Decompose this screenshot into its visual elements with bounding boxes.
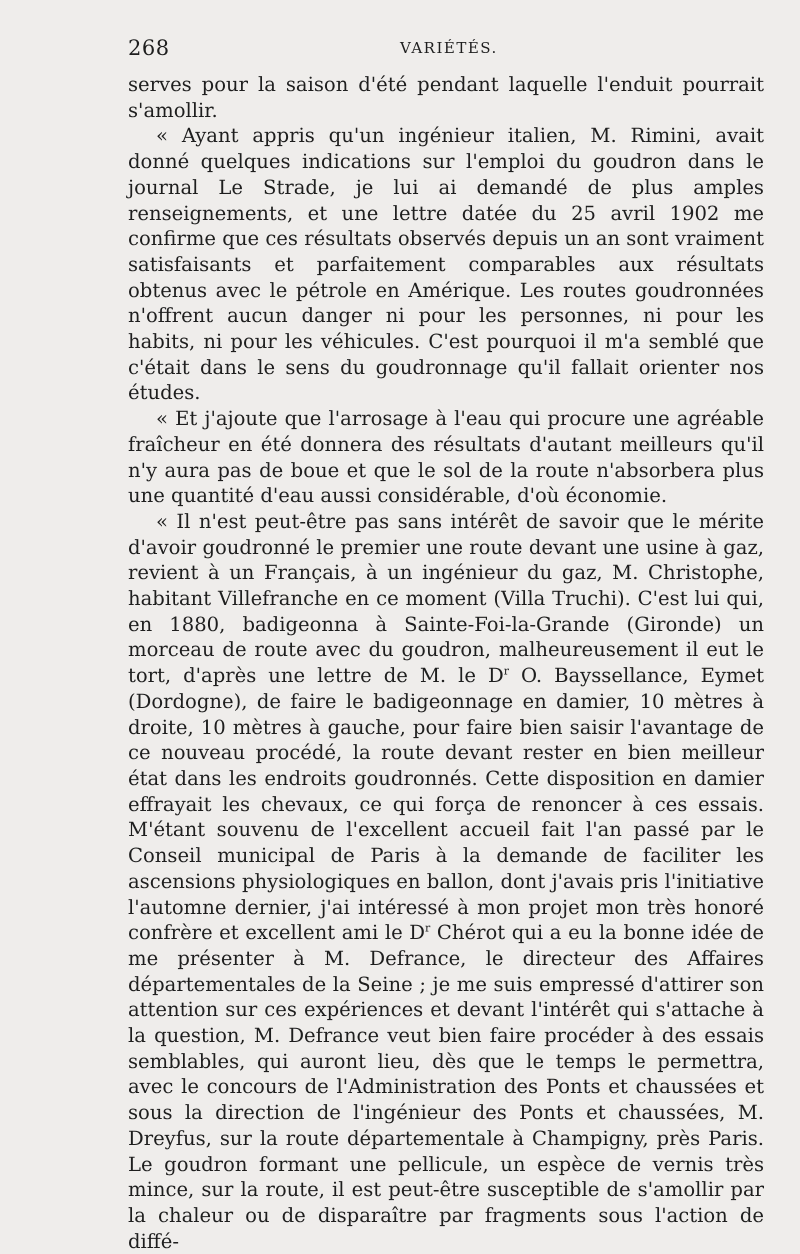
paragraph-4-part-2: O. Bayssellance, Eymet (Dordogne), de faire le badigeonnage en damier, 10 mètres à droite, 10 mètres à gauche, pour faire bien saisir l'avantage de ce nouveau procédé, la route devant rester en bien meilleur état dans les endroits goudronnés. Cette disposition en damier effrayait les chevaux, ce qui força de renoncer à ces essais. M'étant souvenu de l'excellent accueil fait l'an passé par le Conseil municipal de Paris à la demande de faciliter les ascensions physiologiques en ballon, dont j'avais pris l'initiative l'automne dernier, j'ai intéressé à mon projet mon très honoré confrère et excellent ami le D bbox=[128, 664, 764, 945]
doctor-abbrev-superscript: r bbox=[503, 664, 509, 678]
paragraph-4-part-1: « Il n'est peut-être pas sans intérêt de savoir que le mérite d'avoir goudronné le premier une route devant une usine à gaz, revient à un Français, à un ingénieur du gaz, M. Christophe, habitant Villefranche en ce moment (Villa Truchi). C'est lui qui, en 1880, badigeonna à Sainte-Foi-la-Grande (Gironde) un morceau de route avec du goudron, malheureusement il eut le tort, d'après une lettre de M. le D bbox=[128, 509, 764, 688]
paragraph-4 bbox=[128, 509, 764, 1254]
doctor-abbrev-superscript: r bbox=[425, 921, 431, 935]
body-text bbox=[128, 72, 764, 1254]
paragraph-1: serves pour la saison d'été pendant laquelle l'enduit pourrait s'amollir. bbox=[128, 73, 764, 122]
paragraph-3: « Et j'ajoute que l'arrosage à l'eau qui procure une agréable fraîcheur en été donnera des résultats d'autant meilleurs qu'il n'y aura pas de boue et que le sol de la route n'absorbera plus une quantité d'eau aussi considérable, d'où économie. bbox=[128, 407, 764, 508]
page-header bbox=[128, 36, 764, 66]
paragraph-4-part-3: Chérot qui a eu la bonne idée de me présenter à M. Defrance, le directeur des Affaires départementales de la Seine ; je me suis empressé d'attirer son attention sur ces expériences et devant l'intérêt qui s'attache à la question, M. Defrance veut bien faire procéder à des essais semblables, qui auront lieu, dès que le temps le permettra, avec le concours de l'Administration des Ponts et chaussées et sous la direction de l'ingénieur des Ponts et chaussées, M. Dreyfus, sur la route départementale à Champigny, près Paris. Le goudron formant une pellicule, un espèce de vernis très mince, sur la route, il est peut-être susceptible de s'amollir par la chaleur ou de disparaître par fragments sous l'action de diffé- bbox=[128, 921, 764, 1253]
running-head: VARIÉTÉS. bbox=[400, 39, 498, 57]
page-number: 268 bbox=[128, 36, 170, 60]
paragraph-2: « Ayant appris qu'un ingénieur italien, M. Rimini, avait donné quelques indications sur l'emploi du goudron dans le journal Le Strade, je lui ai demandé de plus amples renseignements, et une lettre datée du 25 avril 1902 me confirme que ces résultats observés depuis un an sont vraiment satisfaisants et parfaitement comparables aux résultats obtenus avec le pétrole en Amérique. Les routes goudronnées n'offrent aucun danger ni pour les personnes, ni pour les habits, ni pour les véhicules. C'est pourquoi il m'a semblé que c'était dans le sens du goudronnage qu'il fallait orienter nos études. bbox=[128, 124, 764, 405]
